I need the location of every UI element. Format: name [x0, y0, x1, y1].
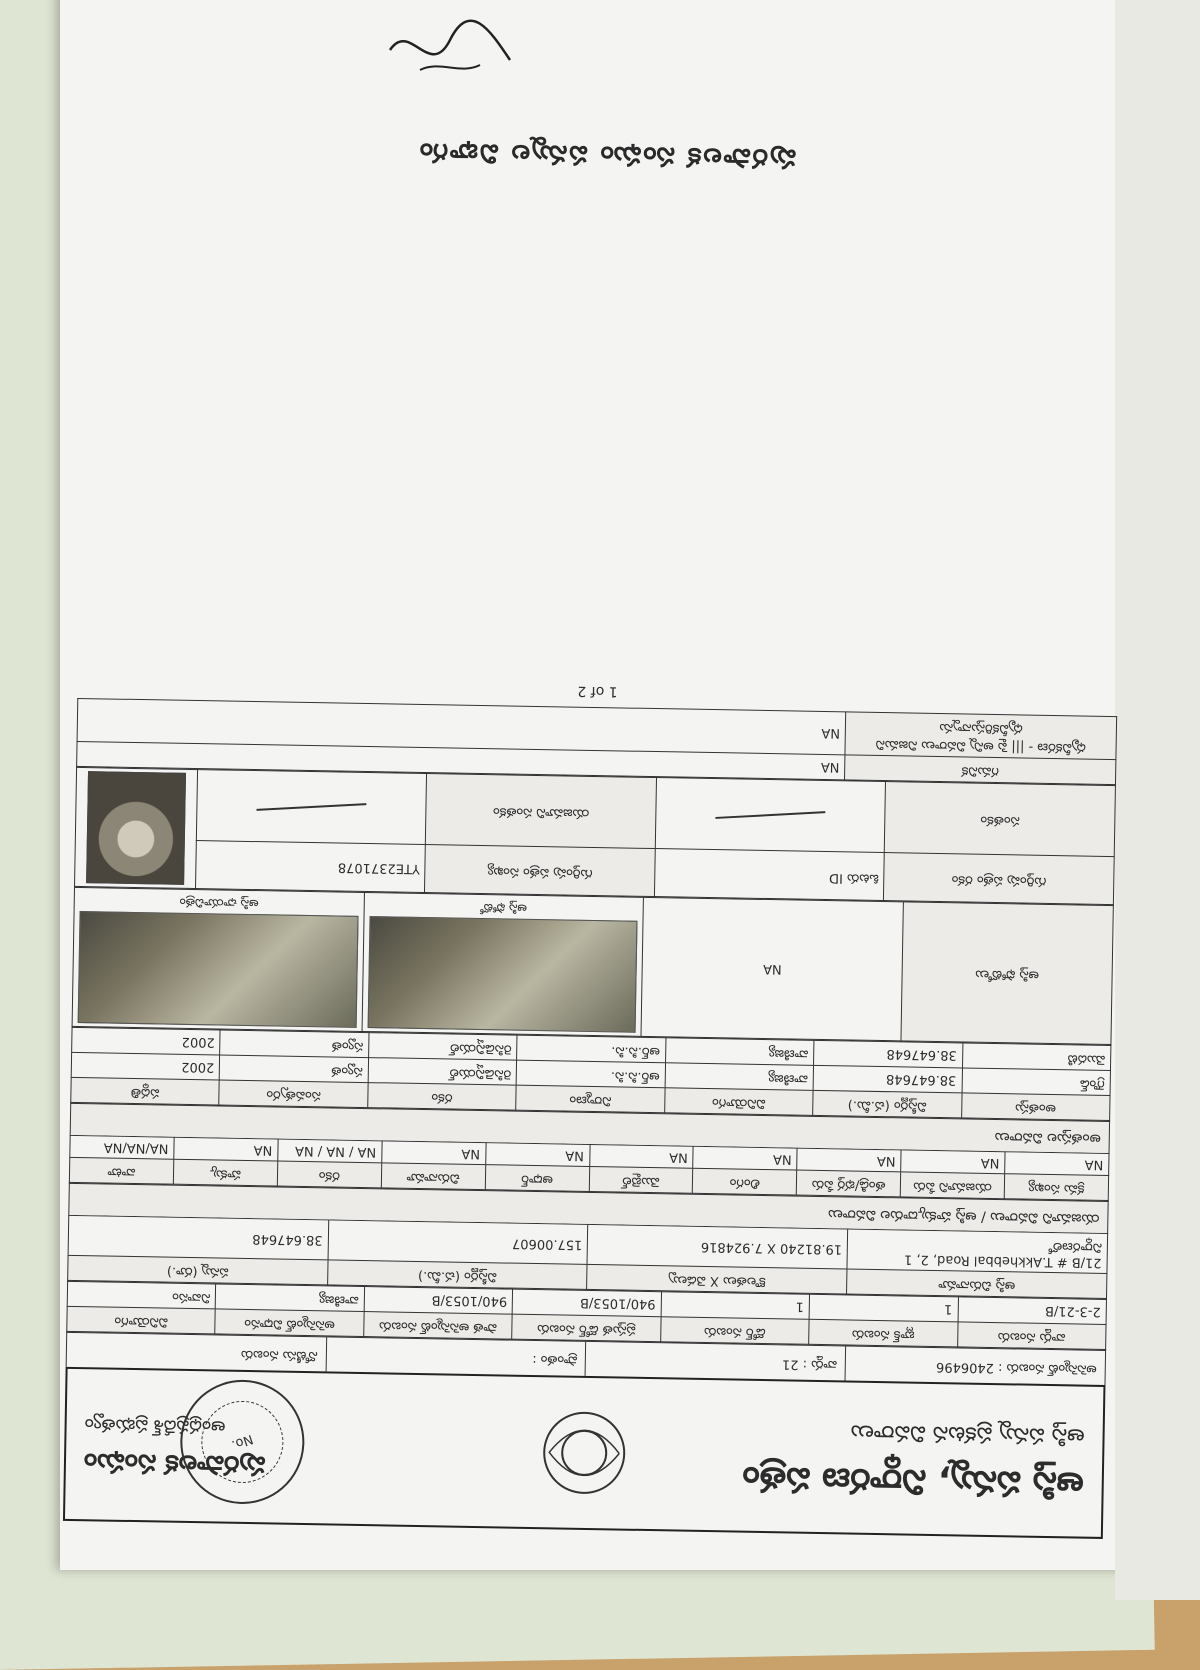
owner-section-title: యజమాని వివరాలు / ఆస్తి హక్కుదారుల వివరాలు — [68, 1183, 1108, 1233]
property-tax: 38.647648 — [68, 1215, 328, 1260]
official-stamp-icon: No. — [164, 1363, 322, 1521]
table-row: 2-3-21/B 1 1 940/1053/B 940/1053/B వాణిజ్య నివాసం — [67, 1281, 1106, 1324]
documents-table: గుర్తింపు పత్రం రకం ఓటరు ID గుర్తింపు పత్రం సంఖ్య YTE2371078 సంతకం యజమాని సంతకం — [74, 767, 1116, 905]
locality: ప్రాంతం : — [325, 1337, 585, 1376]
floor-table: అంతస్తు విస్తీర్ణం (చ.మీ.) వినియోగం నిర్మాణం రకం సంవత్సరం పద్ధతి గ్రౌండ్ 38.647648 వాణిజ్య ఆర్.సి.సి. రెసిడెన్షియల్ స్వంత 2002 మొదటి 38.647648 వాణిజ్య ఆర్.సి.సి. రెసిడెన్షియల్ స్వంత 2002 — [70, 1027, 1111, 1121]
id-document-type: ఓటరు ID — [654, 849, 884, 901]
property-address: 21/B # T.Akkhebbal Road, 2, 1 నిర్ధారణలో — [847, 1229, 1107, 1274]
assessment-number: అసెస్మెంట్ నంబరు : 2406496 — [845, 1346, 1105, 1385]
document-title: ఆస్తి పన్ను, నిర్ధారణ పత్రం — [742, 1458, 1085, 1505]
notice-number: నోటీసు నంబరు — [240, 1346, 318, 1364]
signature-mark — [716, 811, 826, 819]
owner-table: క్రమ సంఖ్య యజమాని పేరు తండ్రి/భర్త పేరు లింగం మొబైల్ ఆధార్ చిరునామా రకం హక్కు వాటా NA NA NA NA NA NA NA NA / NA / NA NA NA/NA/NA — [69, 1135, 1110, 1201]
table-row: గ్రౌండ్ 38.647648 వాణిజ్య ఆర్.సి.సి. రెసిడెన్షియల్ స్వంత 2002 — [71, 1052, 1110, 1095]
floor-section-title: అంతస్తుల వివరాలు — [70, 1103, 1110, 1153]
ward: వార్డు : 21 — [585, 1342, 845, 1381]
organisation-name: పురపాలక సంఘం — [83, 1447, 266, 1481]
property-area: 157.00607 — [328, 1220, 588, 1265]
table-row: మొదటి 38.647648 వాణిజ్య ఆర్.సి.సి. రెసిడెన్షియల్ స్వంత 2002 — [72, 1027, 1111, 1070]
page-number: 1 of 2 — [577, 682, 618, 700]
address-table: ఆస్తి చిరునామా కొలతలు X వెడల్పు విస్తీర్ణం (చ.మీ.) పన్ను (రూ.) 21/B # T.Akkhebbal Road, 2, 1 నిర్ధారణలో 19.81240 X 7.924816 157.00607 38.647648 — [67, 1215, 1108, 1299]
acknowledgement-value: NA — [77, 698, 846, 754]
property-dimensions: 19.81240 X 7.924816 — [588, 1224, 848, 1269]
table-row: NA NA NA NA NA NA NA NA / NA / NA NA NA/NA/NA — [70, 1135, 1109, 1175]
property-photo-right — [78, 911, 359, 1028]
property-table: వార్డు నంబరు బ్లాక్ నంబరు డోర్ నంబరు ప్రస్తుత డోర్ నంబరు పాత అసెస్మెంట్ నంబరు అసెస్మెంట్ విధానం వినియోగం 2-3-21/B 1 1 940/1053/B 940/1053/B వాణిజ్య నివాసం — [66, 1281, 1107, 1350]
owner-signature-mark — [257, 803, 367, 811]
department-name: ఆంధ్రప్రదేశ్ ప్రభుత్వం — [84, 1414, 226, 1439]
tax-document — [63, 131, 1127, 1539]
side-paper — [1115, 0, 1200, 1600]
handwritten-signature — [380, 10, 520, 90]
property-photo-left — [367, 916, 638, 1033]
id-document-number: YTE2371078 — [196, 841, 426, 893]
state-emblem-icon — [508, 1377, 661, 1530]
remarks-value: NA — [77, 741, 846, 779]
footer-table: గమనిక NA ధృవీకరణ - ||| పై అన్ని వివరాలు నిజమని ధృవీకరిస్తున్నాను NA — [76, 698, 1117, 785]
document-subtitle: ఆస్తి పన్ను ప్రకటన వివరాలు — [850, 1419, 1085, 1449]
photo-na: NA — [641, 897, 903, 1041]
photo-table: ఆస్తి ఫోటోలు NA ఆస్తి ఫోటో ఆస్తి ఛాయాచిత్రం — [72, 887, 1114, 1045]
owner-photo — [86, 771, 186, 885]
bottom-heading: పురపాలక సంఘం పన్నుల విభాగం — [417, 136, 797, 174]
